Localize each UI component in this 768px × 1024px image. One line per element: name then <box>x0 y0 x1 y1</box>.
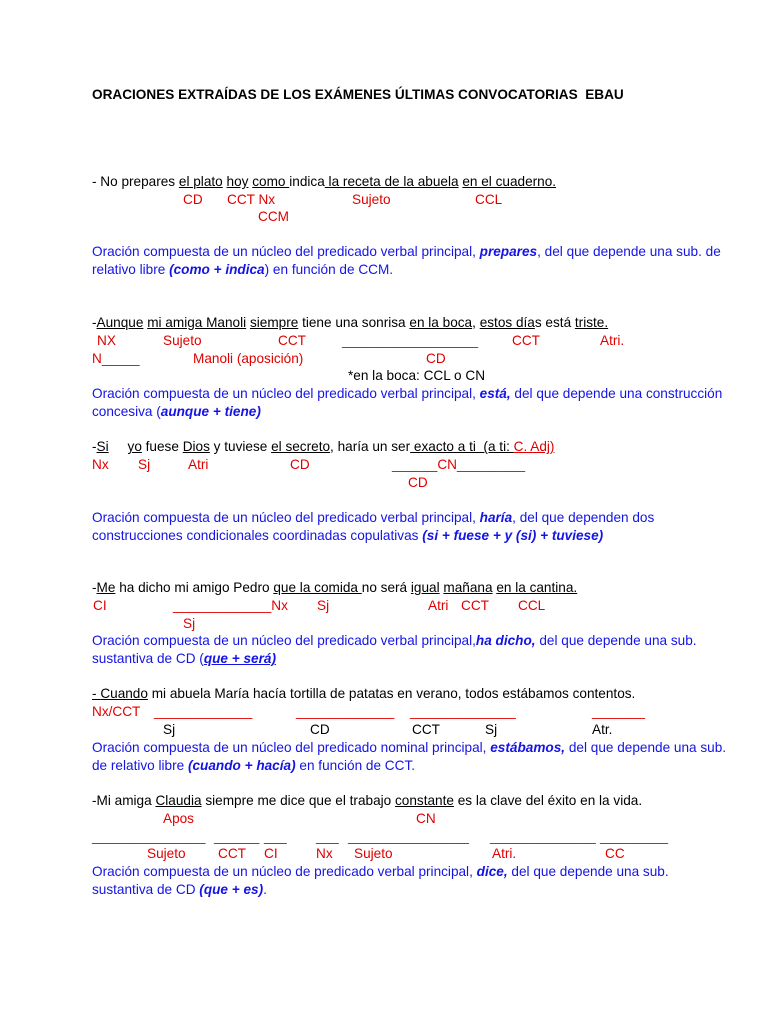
sentence-4: -Me ha dicho mi amigo Pedro que la comida no será igual mañana en la cantina. <box>92 580 578 595</box>
label-sujeto: Sujeto <box>354 846 393 861</box>
label-cct-nx: CCT Nx <box>227 192 276 207</box>
label-ccl: CCL <box>518 598 546 613</box>
explanation-6-line-1: Oración compuesta de un núcleo de predicado verbal principal, dice, del que depende una sub. <box>92 864 669 879</box>
label-line: ________________ <box>348 829 469 844</box>
page-title: ORACIONES EXTRAÍDAS DE LOS EXÁMENES ÚLTIMAS CONVOCATORIAS EBAU <box>92 87 624 102</box>
label-cd: CD <box>183 192 203 207</box>
note: *en la boca: CCL o CN <box>348 368 486 383</box>
explanation-3-line-2: construcciones condicionales coordinadas copulativas (si + fuese + y (si) + tuviese) <box>92 528 604 543</box>
label-nx: Nx <box>92 457 109 472</box>
sentence-6: -Mi amiga Claudia siempre me dice que el trabajo constante es la clave del éxito en la vida. <box>92 793 643 808</box>
label-nx: Nx <box>316 846 333 861</box>
sentence-5: - Cuando mi abuela María hacía tortilla de patatas en verano, todos estábamos contentos. <box>92 686 636 701</box>
label-atri: Atri. <box>492 846 517 861</box>
sentence-2: -Aunque mi amiga Manoli siempre tiene una sonrisa en la boca, estos días está triste. <box>92 315 609 330</box>
sentence-1: - No prepares el plato hoy como indica la receta de la abuela en el cuaderno. <box>92 174 557 189</box>
label-line: _________ <box>410 704 479 719</box>
label-cn: ______CN_________ <box>392 457 526 472</box>
label-cct: CCT <box>461 598 489 613</box>
label-cd: CD <box>426 351 446 366</box>
explanation-1-line-1: Oración compuesta de un núcleo del predicado verbal principal, prepares, del que depende una sub. de <box>92 244 721 259</box>
label-sujeto: Sujeto <box>147 846 186 861</box>
label-cct: CCT <box>512 333 540 348</box>
explanation-1-line-2: relativo libre (como + indica) en función de CCM. <box>92 262 394 277</box>
label-line: ___ <box>316 829 339 844</box>
label-atr: Atr. <box>592 722 613 737</box>
label-cct: CCT <box>412 722 440 737</box>
label-n: N_____ <box>92 351 140 366</box>
label-nx: _____________Nx <box>173 598 288 613</box>
explanation-4-line-2: sustantiva de CD (que + será) <box>92 651 276 666</box>
label-sj: Sj <box>183 616 196 631</box>
label-cd: CD <box>408 475 428 490</box>
label-aposicion: Manoli (aposición) <box>193 351 304 366</box>
label-ccl: CCL <box>475 192 503 207</box>
label-cct: CCT <box>218 846 246 861</box>
label-ccm: CCM <box>258 209 289 224</box>
label-line: _____________ <box>154 704 253 719</box>
label-atri: Atri <box>428 598 449 613</box>
label-line: _______________ <box>92 829 206 844</box>
label-sj: Sj <box>317 598 330 613</box>
explanation-2-line-1: Oración compuesta de un núcleo del predicado verbal principal, está, del que depende una construcción <box>92 386 723 401</box>
label-cd: CD <box>310 722 330 737</box>
label-atri: Atri <box>188 457 209 472</box>
label-ci: CI <box>93 598 107 613</box>
label-cct: CCT <box>278 333 306 348</box>
label-nx: NX <box>97 333 116 348</box>
label-line: ___ <box>264 829 287 844</box>
explanation-5-line-2: de relativo libre (cuando + hacía) en función de CCT. <box>92 758 416 773</box>
label-line: ______________ <box>490 829 596 844</box>
explanation-6-line-2: sustantiva de CD (que + es). <box>92 882 267 897</box>
label-sujeto: Sujeto <box>352 192 391 207</box>
label-sj: Sj <box>485 722 498 737</box>
label-line: _______ <box>592 704 645 719</box>
label-line: _____ <box>478 704 516 719</box>
label-sujeto: Sujeto <box>163 333 202 348</box>
label-ci: CI <box>264 846 278 861</box>
label-line: ______ <box>214 829 260 844</box>
label-sj: Sj <box>163 722 176 737</box>
label-atri: Atri. <box>600 333 625 348</box>
label-line: _________ <box>600 829 669 844</box>
explanation-3-line-1: Oración compuesta de un núcleo del predicado verbal principal, haría, del que dependen dos <box>92 510 655 525</box>
label-line: _____________ <box>296 704 395 719</box>
label-sj: Sj <box>138 457 151 472</box>
label-cn: CN <box>416 811 436 826</box>
explanation-5-line-1: Oración compuesta de un núcleo del predicado nominal principal, estábamos, del que depende una sub. <box>92 740 727 755</box>
label-apos: Apos <box>163 811 194 826</box>
explanation-4-line-1: Oración compuesta de un núcleo del predicado verbal principal,ha dicho, del que depende una sub. <box>92 633 697 648</box>
label-underline: __________________ <box>342 333 479 348</box>
explanation-2-line-2: concesiva (aunque + tiene) <box>92 404 261 419</box>
label-cc: CC <box>605 846 625 861</box>
sentence-3: -Si yo fuese Dios y tuviese el secreto, haría un ser exacto a ti (a ti: C. Adj) <box>92 439 555 454</box>
label-cd: CD <box>290 457 310 472</box>
label-nx-cct: Nx/CCT <box>92 704 141 719</box>
